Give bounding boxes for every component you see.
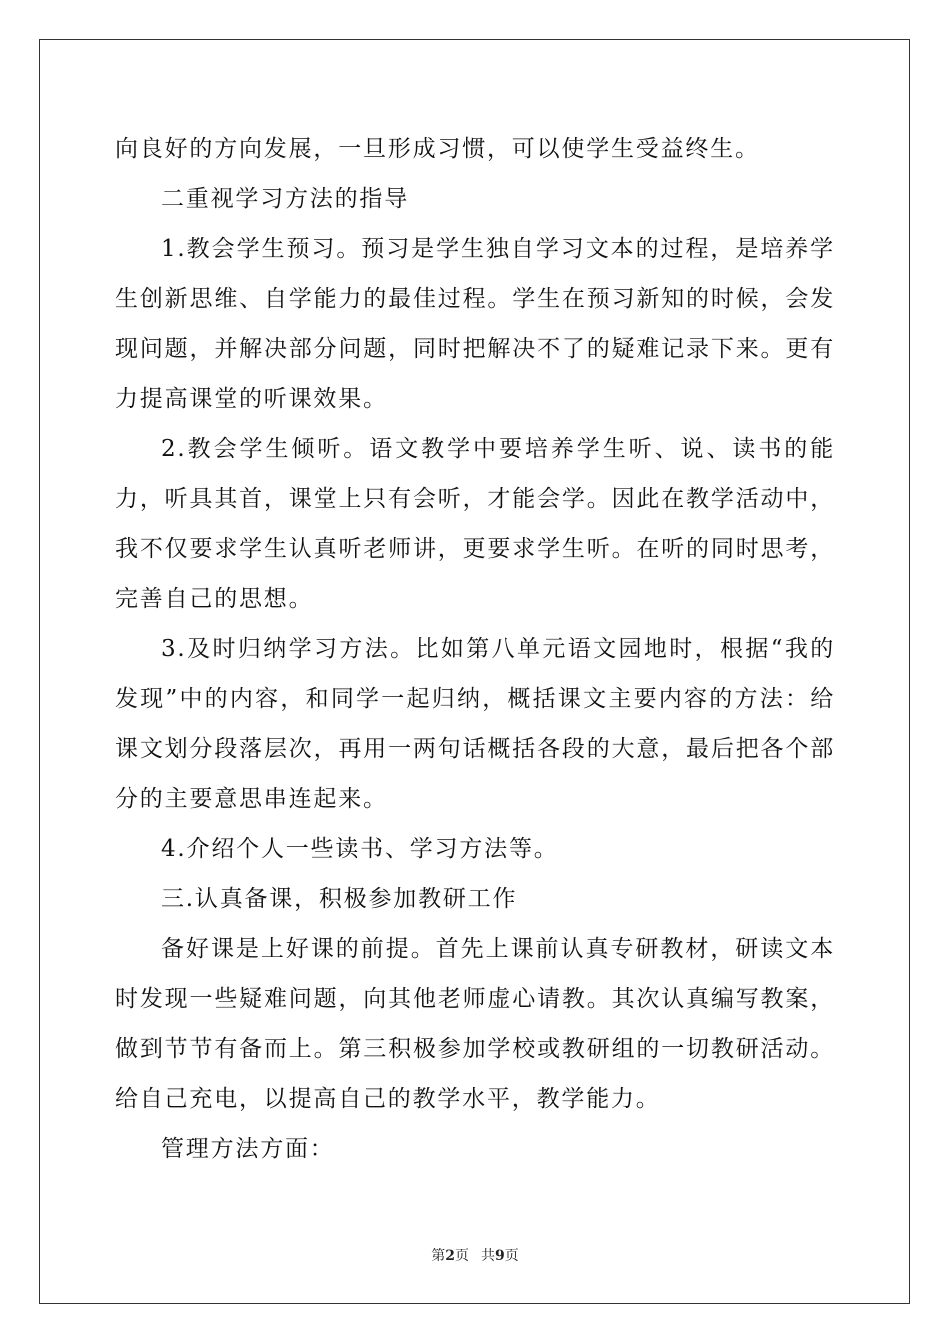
- paragraph-preview: 1.教会学生预习。预习是学生独自学习文本的过程，是培养学生创新思维、自学能力的最佳过程。学生在预习新知的时候，会发现问题，并解决部分问题，同时把解决不了的疑难记录下来。更有力提高课堂的听课效果。: [115, 236, 835, 412]
- footer-total-prefix: 共: [481, 1248, 495, 1264]
- section-heading-2: 二重视学习方法的指导: [161, 186, 409, 212]
- footer-page-prefix: 第: [431, 1248, 446, 1264]
- footer-page-total: 9: [495, 1248, 505, 1264]
- footer-page-suffix: 页: [455, 1248, 469, 1264]
- paragraph-listening: 2.教会学生倾听。语文教学中要培养学生听、说、读书的能力，听具其首，课堂上只有会听，才能会学。因此在教学活动中，我不仅要求学生认真听老师讲，更要求学生听。在听的同时思考，完善自己的思想。: [115, 436, 835, 612]
- footer-total-suffix: 页: [504, 1248, 519, 1264]
- paragraph-summarize: 3.及时归纳学习方法。比如第八单元语文园地时，根据“我的发现”中的内容，和同学一起归纳，概括课文主要内容的方法：给课文划分段落层次，再用一两句话概括各段的大意，最后把各个部分的主要意思串连起来。: [115, 636, 835, 812]
- paragraph-1: 向良好的方向发展，一旦形成习惯，可以使学生受益终生。: [115, 136, 760, 162]
- paragraph-lesson-prep: 备好课是上好课的前提。首先上课前认真专研教材，研读文本时发现一些疑难问题，向其他老师虚心请教。其次认真编写教案，做到节节有备而上。第三积极参加学校或教研组的一切教研活动。给自己充电，以提高自己的教学水平，教学能力。: [115, 936, 835, 1112]
- paragraph-management: 管理方法方面：: [161, 1136, 335, 1162]
- paragraph-methods: 4.介绍个人一些读书、学习方法等。: [161, 836, 559, 862]
- document-body: [115, 124, 835, 1174]
- footer-page-current: 2: [445, 1248, 455, 1264]
- section-heading-3: 三.认真备课，积极参加教研工作: [161, 886, 518, 912]
- page-footer: [0, 1246, 950, 1266]
